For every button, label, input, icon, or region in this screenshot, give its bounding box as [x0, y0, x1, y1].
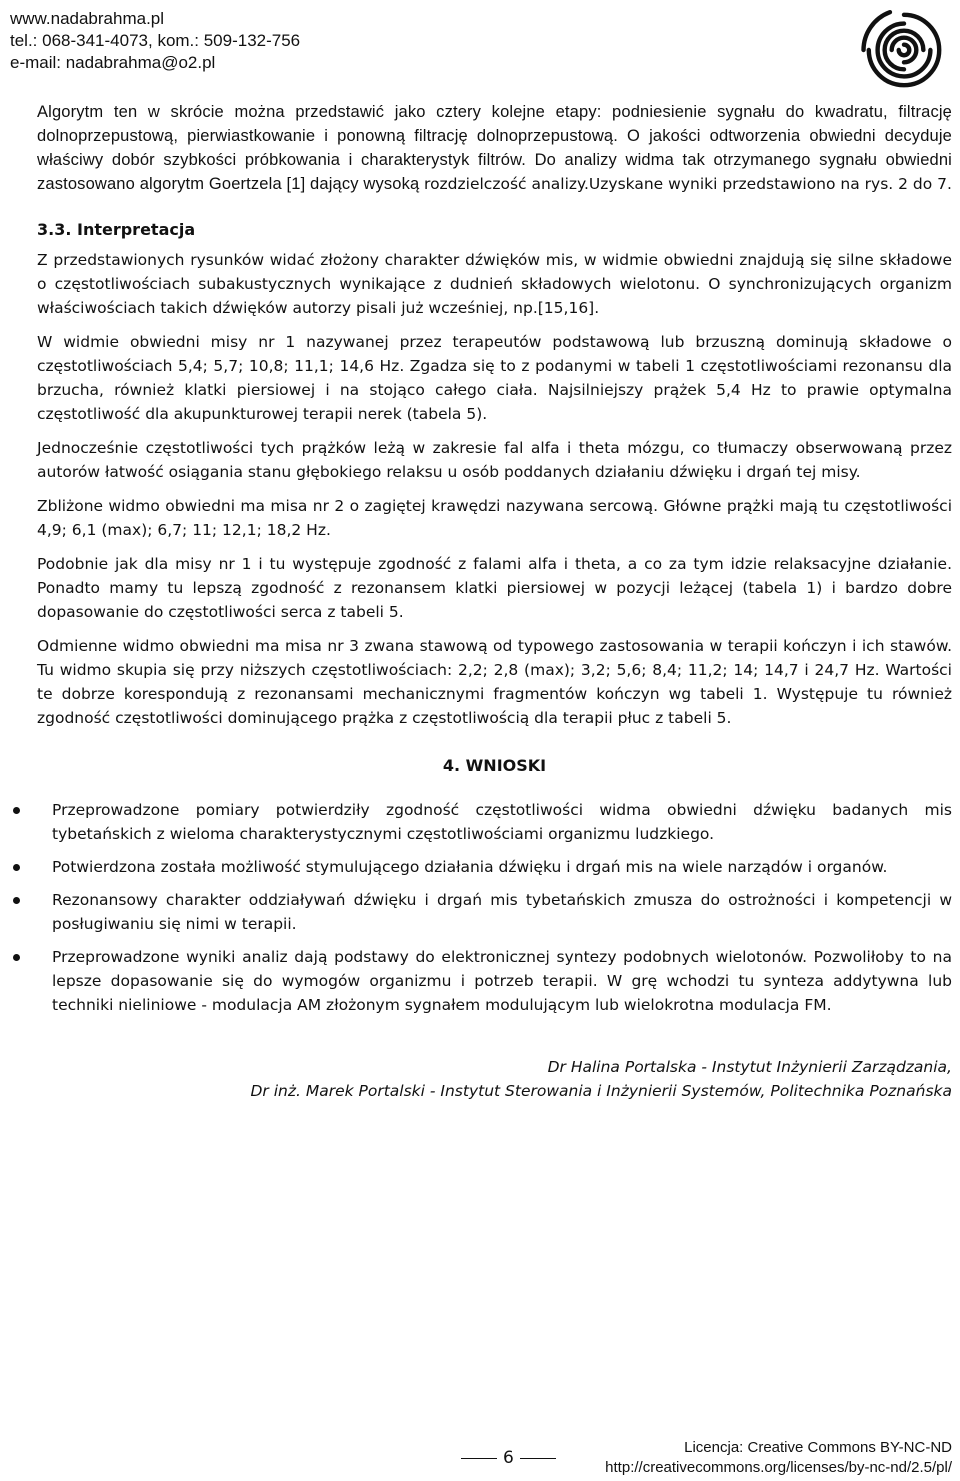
signature-line-2: Dr inż. Marek Portalski - Instytut Sterowania i Inżynierii Systemów, Politechnika Poznańska	[250, 1082, 952, 1100]
author-signature	[37, 1055, 952, 1103]
paragraph-4: Zbliżone widmo obwiedni ma misa nr 2 o zagiętej krawędzi nazywana sercową. Główne prążki mają tu częstotliwości 4,9; 6,1 (max); 6,7; 11; 12,1; 18,2 Hz.	[37, 497, 952, 539]
paragraph-3: Jednocześnie częstotliwości tych prążków leżą w zakresie fal alfa i theta mózgu, co tłumaczy obserwowaną przez autorów łatwość osiągania stanu głębokiego relaksu u osób poddanych działaniu dźwięku i drgań tej misy.	[37, 439, 952, 481]
header-phone: tel.: 068-341-4073, kom.: 509-132-756	[10, 31, 301, 50]
page-number	[455, 1448, 562, 1468]
list-item	[37, 855, 952, 879]
bullet-icon	[13, 864, 20, 871]
list-item	[37, 945, 952, 1017]
list-item-text: Potwierdzona została możliwość stymulującego działania dźwięku i drgań mis na wiele narządów i organów.	[52, 858, 888, 876]
paragraph-1: Z przedstawionych rysunków widać złożony charakter dźwięków mis, w widmie obwiedni znajdują się silne składowe o częstotliwościach subakustycznych wynikające z dudnień składowych wielotonu. O synchronizujących organizm właściwościach takich dźwięków autorzy pisali już wcześniej, np.[15,16].	[37, 251, 952, 317]
header-email: e-mail: nadabrahma@o2.pl	[10, 53, 216, 72]
intro-text-tail: rozdzielczość analizy.Uzyskane wyniki przedstawiono na rys. 2 do 7.	[424, 175, 952, 193]
list-item-text: Przeprowadzone pomiary potwierdziły zgodność częstotliwości widma obwiedni dźwięku badanych mis tybetańskich z wieloma charakterystycznymi częstotliwościami organizmu ludzkiego.	[52, 801, 952, 843]
intro-text: Algorytm ten w skrócie można przedstawić jako cztery kolejne etapy: podniesienie sygnału do kwadratu, filtrację dolnoprzepustową, pierwiastkowanie i ponowną filtrację dolnoprzepustową. O jakości odtworzenia obwiedni decyduje właściwy dobór szybkości próbkowania i charakterystyk filtrów. Do analizy widma tak otrzymanego sygnału obwiedni zastosowano algorytm Goertzela [1] dający wysoką	[37, 103, 952, 193]
bullet-icon	[13, 807, 20, 814]
license-label: Licencja: Creative Commons BY-NC-ND	[684, 1439, 952, 1456]
document-body	[37, 100, 952, 1103]
section-heading-wnioski: 4. WNIOSKI	[442, 756, 547, 775]
section-heading-interpretacja: 3.3. Interpretacja	[37, 220, 196, 239]
bullet-icon	[13, 897, 20, 904]
header-website: www.nadabrahma.pl	[10, 9, 165, 28]
page-header	[10, 8, 300, 74]
license-footer	[605, 1438, 952, 1478]
list-item	[37, 798, 952, 846]
paragraph-5: Podobnie jak dla misy nr 1 i tu występuje zgodność z falami alfa i theta, a co za tym idzie relaksacyjne działanie. Ponadto mamy tu lepszą zgodność z rezonansem klatki piersiowej w pozycji leżącej (tabela 1) i bardzo dobre dopasowanie do częstotliwości serca z tabeli 5.	[37, 555, 952, 621]
list-item-text: Przeprowadzone wyniki analiz dają podstawy do elektronicznej syntezy podobnych wielotonów. Pozwoliłoby to na lepsze dopasowanie się do wymogów organizmu i potrzeb terapii. W grę wchodzi tu synteza addytywna lub techniki nieliniowe - modulacja AM złożonym sygnałem modulującym lub wielokrotna modulacja FM.	[52, 948, 952, 1014]
list-item	[37, 888, 952, 936]
bullet-icon	[13, 954, 20, 961]
list-item-text: Rezonansowy charakter oddziaływań dźwięku i drgań mis tybetańskich zmusza do ostrożności i kompetencji w posługiwaniu się nimi w terapii.	[52, 891, 952, 933]
paragraph-2: W widmie obwiedni misy nr 1 nazywanej przez terapeutów podstawową lub brzuszną dominują składowe o częstotliwościach 5,4; 5,7; 10,8; 11,1; 14,6 Hz. Zgadza się to z podanymi w tabeli 1 częstotliwościami rezonansu dla brzucha, również klatki piersiowej i na stojąco całego ciała. Najsilniejszy prążek 5,4 Hz to prawie optymalna częstotliwość dla akupunkturowej terapii nerek (tabela 5).	[37, 333, 952, 423]
dash-left	[461, 1458, 497, 1459]
conclusions-list	[37, 798, 952, 1017]
signature-line-1: Dr Halina Portalska - Instytut Inżynierii Zarządzania,	[547, 1058, 952, 1076]
spiral-logo-icon	[860, 6, 948, 94]
intro-paragraph	[37, 100, 952, 196]
dash-right	[520, 1458, 556, 1459]
paragraph-6: Odmienne widmo obwiedni ma misa nr 3 zwana stawową od typowego zastosowania w terapii kończyn i ich stawów. Tu widmo skupia się przy niższych częstotliwościach: 2,2; 2,8 (max); 3,2; 5,6; 8,4; 11,2; 14; 14,7 i 24,7 Hz. Wartości te dobrze korespondują z rezonansami mechanicznymi fragmentów kończyn wg tabeli 1. Występuje tu również zgodność częstotliwości dominującego prążka z częstotliwością dla terapii płuc z tabeli 5.	[37, 637, 952, 727]
page-number-text: 6	[503, 1448, 514, 1468]
license-url[interactable]: http://creativecommons.org/licenses/by-nc-nd/2.5/pl/	[605, 1459, 952, 1476]
